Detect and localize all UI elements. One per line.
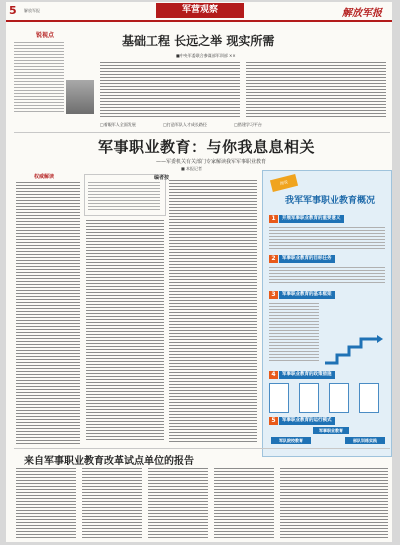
editor-note-label: 编者按 [154, 175, 170, 181]
author-photo [66, 80, 94, 114]
article-column-1 [86, 220, 164, 442]
flow-right: 部队训练实践 [345, 437, 385, 444]
commentary-byline: ■中央军委联合参谋部军训部 ×× [176, 53, 236, 58]
bottom-column [148, 468, 208, 538]
infographic-title: 我军军事职业教育概况 [285, 196, 376, 206]
section-number: 2 [269, 255, 278, 263]
info-section [269, 291, 349, 299]
editor-note-text [88, 182, 160, 210]
masthead [6, 2, 392, 22]
infographic [262, 170, 392, 457]
section-number: 3 [269, 291, 278, 299]
policy-box [359, 383, 379, 413]
policy-box [329, 383, 349, 413]
section-text [269, 227, 385, 251]
bottom-column [16, 468, 76, 538]
bottom-headline: 来自军事职业教育改革试点单位的报告 [24, 456, 194, 467]
infographic-ribbon: 图说 [270, 174, 298, 192]
info-section [269, 417, 349, 425]
page-number: 5 [9, 4, 17, 17]
commentary-tag: 锐视点 [36, 32, 55, 39]
section-title: 军事职业教育的政策措施 [279, 371, 335, 379]
divider [14, 448, 390, 449]
newspaper-page [6, 2, 392, 542]
main-headline: 军事职业教育：与你我息息相关 [98, 138, 316, 156]
policy-box [269, 383, 289, 413]
commentary-headline: 基础工程 长远之举 现实所需 [122, 34, 275, 48]
section-title: 军营观察 [156, 3, 244, 18]
info-section [269, 371, 349, 379]
section-number: 4 [269, 371, 278, 379]
flow-left: 军队院校教育 [271, 437, 311, 444]
side-tag: 权威解读 [34, 174, 55, 180]
section-number: 1 [269, 215, 278, 223]
divider [14, 132, 390, 133]
stair-diagram [323, 333, 383, 367]
bottom-column [82, 468, 142, 538]
paper-logo: 解放军报 [342, 8, 382, 19]
paper-name: 解放军报 [24, 8, 40, 13]
section-text [269, 303, 319, 363]
quote-item: □搭建学习平台 [234, 122, 262, 127]
main-byline: ■ 本报记者 [181, 166, 203, 171]
section-title: 军事职业教育的基本框架 [279, 291, 335, 299]
commentary-body-right [246, 62, 386, 118]
section-title: 军事职业教育的目标任务 [279, 255, 335, 263]
commentary-body-left [100, 62, 240, 118]
quote-bar [100, 122, 390, 130]
policy-box [299, 383, 319, 413]
sidebar-text [14, 42, 64, 114]
section-title: 军事职业教育的运行模式 [279, 417, 335, 425]
section-text [269, 267, 385, 285]
quote-item: □着眼军人全面发展 [100, 122, 136, 127]
main-subheadline: ——军委机关有关部门专家解读我军军事职业教育 [156, 159, 267, 165]
side-column-text [16, 182, 80, 444]
stair-arrow-icon [323, 333, 383, 367]
article-column-2 [169, 180, 257, 444]
quote-item: □打造军队人才成长路径 [163, 122, 207, 127]
bottom-column [214, 468, 274, 538]
section-number: 5 [269, 417, 278, 425]
section-title: 开展军事职业教育的重要意义 [279, 215, 344, 223]
info-section [269, 255, 349, 263]
bottom-column [280, 468, 388, 538]
info-section [269, 215, 349, 223]
flow-top: 军事职业教育 [313, 427, 349, 434]
